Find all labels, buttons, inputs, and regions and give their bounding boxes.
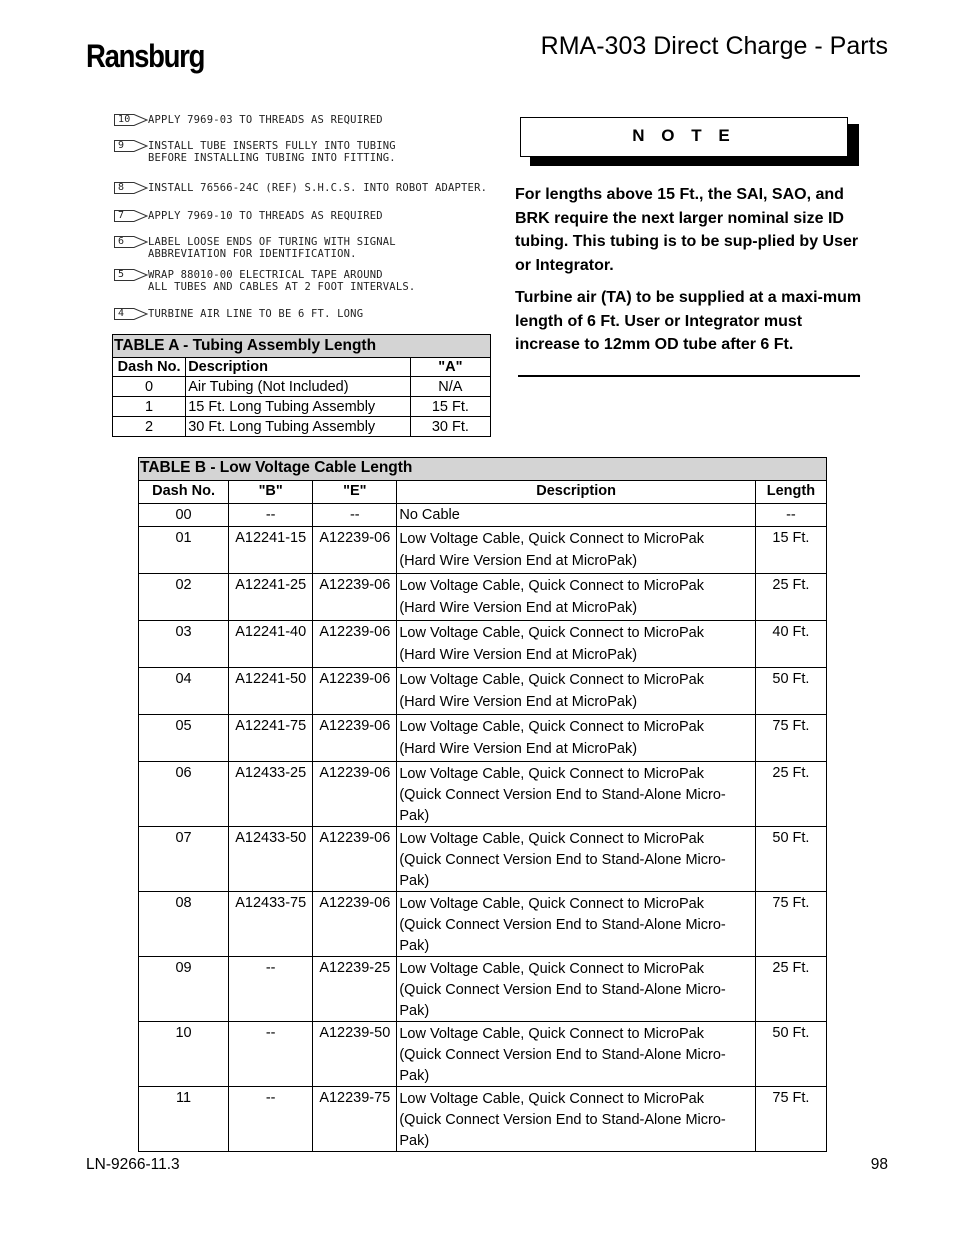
table-cell: A12239-25 bbox=[313, 957, 397, 1022]
table-cell: A12241-15 bbox=[229, 527, 313, 574]
divider bbox=[518, 375, 860, 377]
page-number: 98 bbox=[870, 1156, 888, 1173]
table-cell: A12433-25 bbox=[229, 762, 313, 827]
table-cell: 75 Ft. bbox=[755, 892, 826, 957]
note-paragraph: Turbine air (TA) to be supplied at a maxi-mum length of 6 Ft. User or Integrator must increase to 12mm OD tube after 6 Ft. bbox=[515, 289, 862, 353]
flag-icon: 5 bbox=[114, 269, 148, 281]
description-line: Low Voltage Cable, Quick Connect to MicroPak bbox=[399, 766, 704, 782]
column-header: "B" bbox=[229, 481, 313, 504]
drawing-note: 7 APPLY 7969-10 TO THREADS AS REQUIRED bbox=[114, 210, 383, 222]
table-cell: A12433-75 bbox=[229, 892, 313, 957]
table-cell: 05 bbox=[139, 715, 229, 762]
table-row bbox=[113, 377, 491, 397]
table-cell: 30 Ft. bbox=[410, 417, 490, 437]
description-line: Low Voltage Cable, Quick Connect to MicroPak bbox=[399, 531, 704, 547]
table-row bbox=[139, 1087, 827, 1152]
description-line: Low Voltage Cable, Quick Connect to MicroPak bbox=[399, 831, 704, 847]
table-row bbox=[139, 957, 827, 1022]
description-line: No Cable bbox=[399, 507, 460, 523]
table-row bbox=[139, 827, 827, 892]
table-cell: A12241-40 bbox=[229, 621, 313, 668]
column-header: Dash No. bbox=[113, 358, 186, 377]
table-cell: -- bbox=[229, 957, 313, 1022]
table-cell: 25 Ft. bbox=[755, 574, 826, 621]
description-line: Low Voltage Cable, Quick Connect to MicroPak bbox=[399, 961, 704, 977]
description-line: (Hard Wire Version End at MicroPak) bbox=[399, 600, 638, 616]
flag-icon: 8 bbox=[114, 182, 148, 194]
column-header: "E" bbox=[313, 481, 397, 504]
table-cell-description bbox=[397, 574, 756, 621]
table-cell: 09 bbox=[139, 957, 229, 1022]
table-cell: A12239-75 bbox=[313, 1087, 397, 1152]
description-line: (Hard Wire Version End at MicroPak) bbox=[399, 694, 638, 710]
table-cell: 2 bbox=[113, 417, 186, 437]
table-cell-description bbox=[397, 668, 756, 715]
description-line: (Quick Connect Version End to Stand-Alone Micro- bbox=[399, 852, 726, 868]
table-caption: TABLE B - Low Voltage Cable Length bbox=[139, 458, 827, 481]
table-cell: A12241-50 bbox=[229, 668, 313, 715]
table-cell: A12239-06 bbox=[313, 715, 397, 762]
table-a bbox=[112, 334, 491, 437]
table-cell: 03 bbox=[139, 621, 229, 668]
drawing-note: 10 APPLY 7969-03 TO THREADS AS REQUIRED bbox=[114, 114, 383, 126]
table-cell: 08 bbox=[139, 892, 229, 957]
drawing-note: 4 TURBINE AIR LINE TO BE 6 FT. LONG bbox=[114, 308, 363, 320]
page-title: RMA-303 Direct Charge - Parts bbox=[540, 32, 888, 60]
table-row bbox=[139, 1022, 827, 1087]
table-cell: 40 Ft. bbox=[755, 621, 826, 668]
drawing-note: 6 LABEL LOOSE ENDS OF TURING WITH SIGNAL ABBREVIATION FOR IDENTIFICATION. bbox=[114, 236, 396, 260]
note-heading: N O T E bbox=[632, 126, 736, 145]
flag-icon: 7 bbox=[114, 210, 148, 222]
description-line: Low Voltage Cable, Quick Connect to MicroPak bbox=[399, 719, 704, 735]
table-row bbox=[139, 621, 827, 668]
description-line: Low Voltage Cable, Quick Connect to MicroPak bbox=[399, 625, 704, 641]
table-row bbox=[139, 715, 827, 762]
description-line: Pak) bbox=[399, 1002, 430, 1019]
table-cell: 50 Ft. bbox=[755, 668, 826, 715]
table-cell: -- bbox=[229, 504, 313, 527]
table-cell: -- bbox=[755, 504, 826, 527]
table-cell: 07 bbox=[139, 827, 229, 892]
table-cell-description bbox=[397, 715, 756, 762]
flag-icon: 4 bbox=[114, 308, 148, 320]
table-cell: 25 Ft. bbox=[755, 957, 826, 1022]
column-header: Description bbox=[397, 481, 756, 504]
description-line: Pak) bbox=[399, 807, 430, 824]
table-cell: 50 Ft. bbox=[755, 827, 826, 892]
note-paragraph: For lengths above 15 Ft., the SAI, SAO, and BRK require the next larger nominal size ID tubing. This tubing is to be sup-plied by User or Integrator. bbox=[515, 186, 859, 274]
table-cell: A12239-06 bbox=[313, 668, 397, 715]
table-cell: 11 bbox=[139, 1087, 229, 1152]
description-line: (Hard Wire Version End at MicroPak) bbox=[399, 741, 638, 757]
table-cell: -- bbox=[229, 1087, 313, 1152]
table-cell: 30 Ft. Long Tubing Assembly bbox=[186, 417, 411, 437]
description-line: Pak) bbox=[399, 1067, 430, 1084]
table-cell-description bbox=[397, 504, 756, 527]
table-cell: 50 Ft. bbox=[755, 1022, 826, 1087]
table-cell-description bbox=[397, 827, 756, 892]
table-cell-description bbox=[397, 621, 756, 668]
table-cell-description bbox=[397, 527, 756, 574]
table-cell: 1 bbox=[113, 397, 186, 417]
description-line: (Hard Wire Version End at MicroPak) bbox=[399, 553, 638, 569]
table-cell: A12433-50 bbox=[229, 827, 313, 892]
drawing-note: 9 INSTALL TUBE INSERTS FULLY INTO TUBING BEFORE INSTALLING TUBING INTO FITTING. bbox=[114, 140, 396, 164]
document-number: LN-9266-11.3 bbox=[86, 1156, 180, 1173]
table-cell-description bbox=[397, 957, 756, 1022]
table-cell: 15 Ft. bbox=[410, 397, 490, 417]
column-header: Length bbox=[755, 481, 826, 504]
flag-icon: 10 bbox=[114, 114, 148, 126]
table-cell-description bbox=[397, 1087, 756, 1152]
description-line: Low Voltage Cable, Quick Connect to MicroPak bbox=[399, 1026, 704, 1042]
table-cell: 00 bbox=[139, 504, 229, 527]
table-b bbox=[138, 457, 827, 1152]
brand-logo: Ransburg bbox=[86, 38, 205, 74]
table-cell: 0 bbox=[113, 377, 186, 397]
table-cell: 25 Ft. bbox=[755, 762, 826, 827]
table-cell: Air Tubing (Not Included) bbox=[186, 377, 411, 397]
description-line: (Quick Connect Version End to Stand-Alone Micro- bbox=[399, 787, 726, 803]
description-line: Low Voltage Cable, Quick Connect to MicroPak bbox=[399, 672, 704, 688]
table-cell-description bbox=[397, 1022, 756, 1087]
table-cell: A12239-06 bbox=[313, 827, 397, 892]
table-cell: A12239-06 bbox=[313, 527, 397, 574]
table-row bbox=[113, 417, 491, 437]
table-cell: A12239-06 bbox=[313, 762, 397, 827]
table-cell: 01 bbox=[139, 527, 229, 574]
table-row bbox=[113, 397, 491, 417]
table-cell: 15 Ft. bbox=[755, 527, 826, 574]
table-cell: A12241-75 bbox=[229, 715, 313, 762]
table-cell: 02 bbox=[139, 574, 229, 621]
description-line: Low Voltage Cable, Quick Connect to MicroPak bbox=[399, 1091, 704, 1107]
flag-icon: 9 bbox=[114, 140, 148, 152]
table-cell: A12239-06 bbox=[313, 892, 397, 957]
table-header-row bbox=[113, 358, 491, 377]
table-cell: 10 bbox=[139, 1022, 229, 1087]
column-header: "A" bbox=[410, 358, 490, 377]
table-row bbox=[139, 668, 827, 715]
description-line: Pak) bbox=[399, 937, 430, 954]
description-line: (Quick Connect Version End to Stand-Alone Micro- bbox=[399, 917, 726, 933]
table-cell: A12239-50 bbox=[313, 1022, 397, 1087]
table-cell: -- bbox=[313, 504, 397, 527]
table-cell: -- bbox=[229, 1022, 313, 1087]
table-row bbox=[139, 574, 827, 621]
table-cell: A12241-25 bbox=[229, 574, 313, 621]
table-caption: TABLE A - Tubing Assembly Length bbox=[113, 335, 491, 358]
flag-icon: 6 bbox=[114, 236, 148, 248]
table-row bbox=[139, 892, 827, 957]
table-row bbox=[139, 762, 827, 827]
table-cell: A12239-06 bbox=[313, 574, 397, 621]
drawing-note: 5 WRAP 88010-00 ELECTRICAL TAPE AROUND ALL TUBES AND CABLES AT 2 FOOT INTERVALS. bbox=[114, 269, 415, 293]
description-line: Low Voltage Cable, Quick Connect to MicroPak bbox=[399, 578, 704, 594]
table-cell-description bbox=[397, 892, 756, 957]
table-row bbox=[139, 527, 827, 574]
description-line: Low Voltage Cable, Quick Connect to MicroPak bbox=[399, 896, 704, 912]
description-line: (Quick Connect Version End to Stand-Alone Micro- bbox=[399, 982, 726, 998]
table-cell: N/A bbox=[410, 377, 490, 397]
table-cell: 06 bbox=[139, 762, 229, 827]
description-line: Pak) bbox=[399, 872, 430, 889]
column-header: Description bbox=[186, 358, 411, 377]
column-header: Dash No. bbox=[139, 481, 229, 504]
table-cell: 75 Ft. bbox=[755, 715, 826, 762]
drawing-note: 8 INSTALL 76566-24C (REF) S.H.C.S. INTO ROBOT ADAPTER. bbox=[114, 182, 487, 194]
table-cell-description bbox=[397, 762, 756, 827]
table-cell: 15 Ft. Long Tubing Assembly bbox=[186, 397, 411, 417]
description-line: (Hard Wire Version End at MicroPak) bbox=[399, 647, 638, 663]
description-line: (Quick Connect Version End to Stand-Alone Micro- bbox=[399, 1112, 726, 1128]
note-box-shadow bbox=[530, 156, 859, 166]
table-header-row bbox=[139, 481, 827, 504]
table-cell: 04 bbox=[139, 668, 229, 715]
description-line: (Quick Connect Version End to Stand-Alone Micro- bbox=[399, 1047, 726, 1063]
description-line: Pak) bbox=[399, 1132, 430, 1149]
table-row bbox=[139, 504, 827, 527]
table-cell: A12239-06 bbox=[313, 621, 397, 668]
table-cell: 75 Ft. bbox=[755, 1087, 826, 1152]
